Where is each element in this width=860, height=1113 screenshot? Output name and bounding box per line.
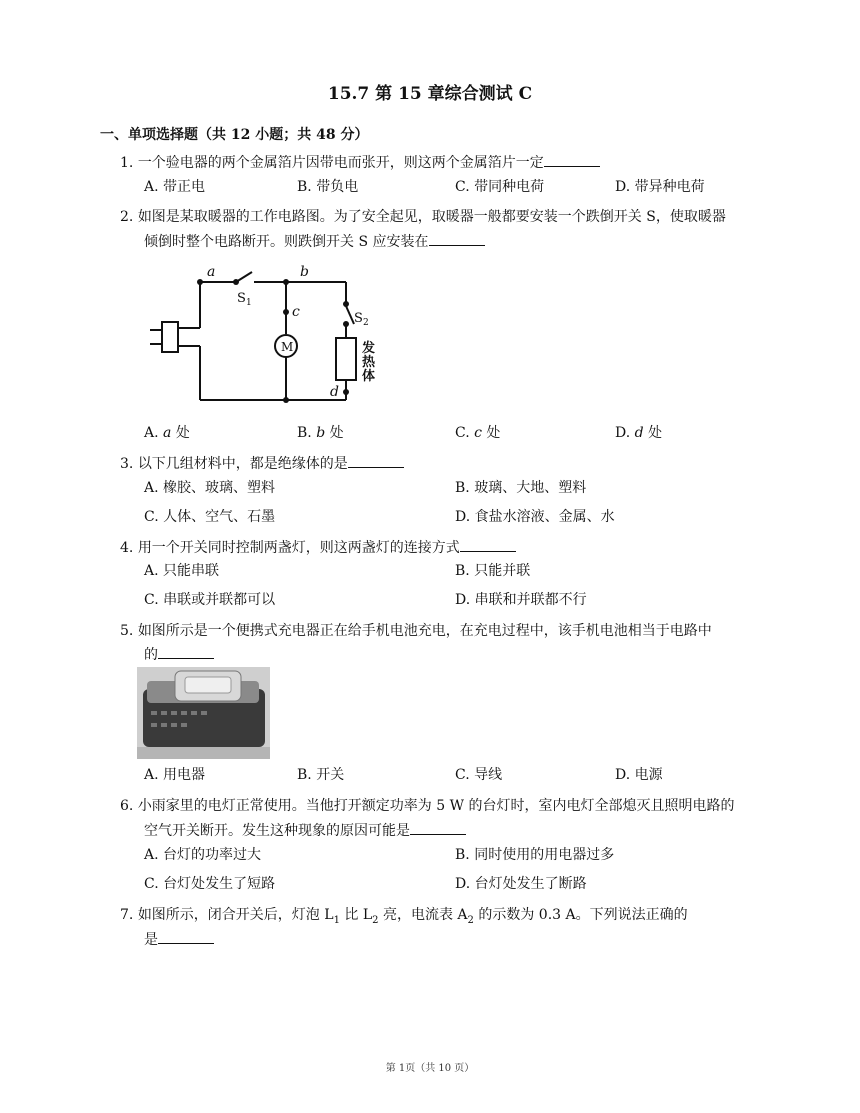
answer-blank bbox=[158, 929, 214, 944]
question-text: 一个验电器的两个金属箔片因带电而张开，则这两个金属箔片一定 bbox=[137, 155, 544, 171]
label-s1: S bbox=[237, 291, 246, 306]
option-a: A. 只能串联 bbox=[144, 563, 220, 579]
answer-blank bbox=[410, 820, 466, 835]
option-c: C. 带同种电荷 bbox=[455, 179, 545, 195]
option-a: A. 台灯的功率过大 bbox=[144, 847, 262, 863]
label-heater-3: 体 bbox=[362, 369, 376, 384]
question-text: 如图是某取暖器的工作电路图。为了安全起见，取暖器一般都要安装一个跌倒开关 S，使取暖器 bbox=[137, 209, 726, 225]
question-4 bbox=[120, 536, 760, 560]
question-text: 如图所示是一个便携式充电器正在给手机电池充电，在充电过程中，该手机电池相当于电路中 bbox=[137, 623, 712, 639]
label-c: c bbox=[292, 304, 300, 320]
option-c: C. c 处 bbox=[455, 425, 501, 441]
option-a: A. 用电器 bbox=[144, 767, 206, 783]
question-3 bbox=[120, 452, 760, 476]
option-d: D. 串联和并联都不行 bbox=[455, 592, 587, 608]
option-b: B. b 处 bbox=[297, 425, 344, 441]
question-text: 如图所示，闭合开关后，灯泡 L bbox=[137, 907, 334, 923]
question-number: 2. bbox=[120, 209, 134, 225]
question-text: 的示数为 0.3 A。下列说法正确的 bbox=[473, 907, 688, 923]
question-text: 倾倒时整个电路断开。则跌倒开关 S 应安装在 bbox=[144, 234, 429, 250]
option-b: B. 带负电 bbox=[297, 179, 359, 195]
option-d: D. 带异种电荷 bbox=[615, 179, 705, 195]
option-c: C. 串联或并联都可以 bbox=[144, 592, 276, 608]
answer-blank bbox=[429, 231, 485, 246]
subscript: 2 bbox=[467, 914, 474, 926]
option-c: C. 人体、空气、石墨 bbox=[144, 509, 276, 525]
question-number: 1. bbox=[120, 155, 134, 171]
question-text: 比 L bbox=[339, 907, 373, 923]
option-a: A. 橡胶、玻璃、塑料 bbox=[144, 480, 276, 496]
option-b: B. 玻璃、大地、塑料 bbox=[455, 480, 587, 496]
question-5 bbox=[120, 619, 760, 643]
option-d: D. 食盐水溶液、金属、水 bbox=[455, 509, 615, 525]
label-s1-sub: 1 bbox=[246, 298, 252, 308]
label-heater-1: 发 bbox=[362, 341, 376, 356]
question-number: 6. bbox=[120, 798, 134, 814]
question-1 bbox=[120, 151, 760, 175]
section-heading: 一、单项选择题（共 12 小题；共 48 分） bbox=[100, 127, 369, 143]
option-a: A. a 处 bbox=[144, 425, 190, 441]
question-text: 以下几组材料中，都是绝缘体的是 bbox=[137, 456, 348, 472]
option-d: D. 台灯处发生了断路 bbox=[455, 876, 587, 892]
subscript: 1 bbox=[333, 914, 340, 926]
question-text: 空气开关断开。发生这种现象的原因可能是 bbox=[144, 823, 410, 839]
answer-blank bbox=[460, 537, 516, 552]
question-text: 小雨家里的电灯正常使用。当他打开额定功率为 5 W 的台灯时，室内电灯全部熄灭且照明电路的 bbox=[137, 798, 735, 814]
question-number: 3. bbox=[120, 456, 134, 472]
label-s2: S bbox=[354, 311, 363, 326]
question-number: 5. bbox=[120, 623, 134, 639]
option-c: C. 导线 bbox=[455, 767, 503, 783]
question-2-line2 bbox=[144, 230, 760, 254]
charger-photo bbox=[137, 667, 270, 759]
option-c: C. 台灯处发生了短路 bbox=[144, 876, 276, 892]
answer-blank bbox=[348, 453, 404, 468]
question-number: 4. bbox=[120, 540, 134, 556]
question-text: 是 bbox=[144, 932, 158, 948]
label-b: b bbox=[300, 264, 309, 280]
question-number: 7. bbox=[120, 907, 134, 923]
option-b: B. 开关 bbox=[297, 767, 345, 783]
plug-body bbox=[162, 322, 178, 352]
question-7-line2 bbox=[144, 928, 760, 952]
question-5-line2 bbox=[144, 643, 760, 667]
page-title: 15.7 第 15 章综合测试 C bbox=[327, 84, 533, 104]
option-b: B. 只能并联 bbox=[455, 563, 531, 579]
label-a: a bbox=[207, 264, 216, 280]
option-d: D. 电源 bbox=[615, 767, 663, 783]
label-motor: M bbox=[281, 340, 294, 354]
heater-circuit-diagram bbox=[144, 262, 384, 412]
question-text: 用一个开关同时控制两盏灯，则这两盏灯的连接方式 bbox=[137, 540, 460, 556]
question-text: 亮，电流表 A bbox=[378, 907, 468, 923]
question-6-line2 bbox=[144, 819, 760, 843]
option-a: A. 带正电 bbox=[144, 179, 206, 195]
label-heater-2: 热 bbox=[362, 355, 376, 370]
label-s2-sub: 2 bbox=[363, 318, 369, 328]
question-text: 的 bbox=[144, 647, 158, 663]
question-6 bbox=[120, 794, 760, 818]
subscript: 2 bbox=[372, 914, 379, 926]
question-2 bbox=[120, 205, 760, 229]
page-footer: 第 1页（共 10 页） bbox=[385, 1063, 475, 1074]
heater-element bbox=[336, 338, 356, 380]
label-d: d bbox=[330, 384, 339, 400]
option-b: B. 同时使用的用电器过多 bbox=[455, 847, 615, 863]
option-d: D. d 处 bbox=[615, 425, 663, 441]
answer-blank bbox=[544, 152, 600, 167]
answer-blank bbox=[158, 644, 214, 659]
